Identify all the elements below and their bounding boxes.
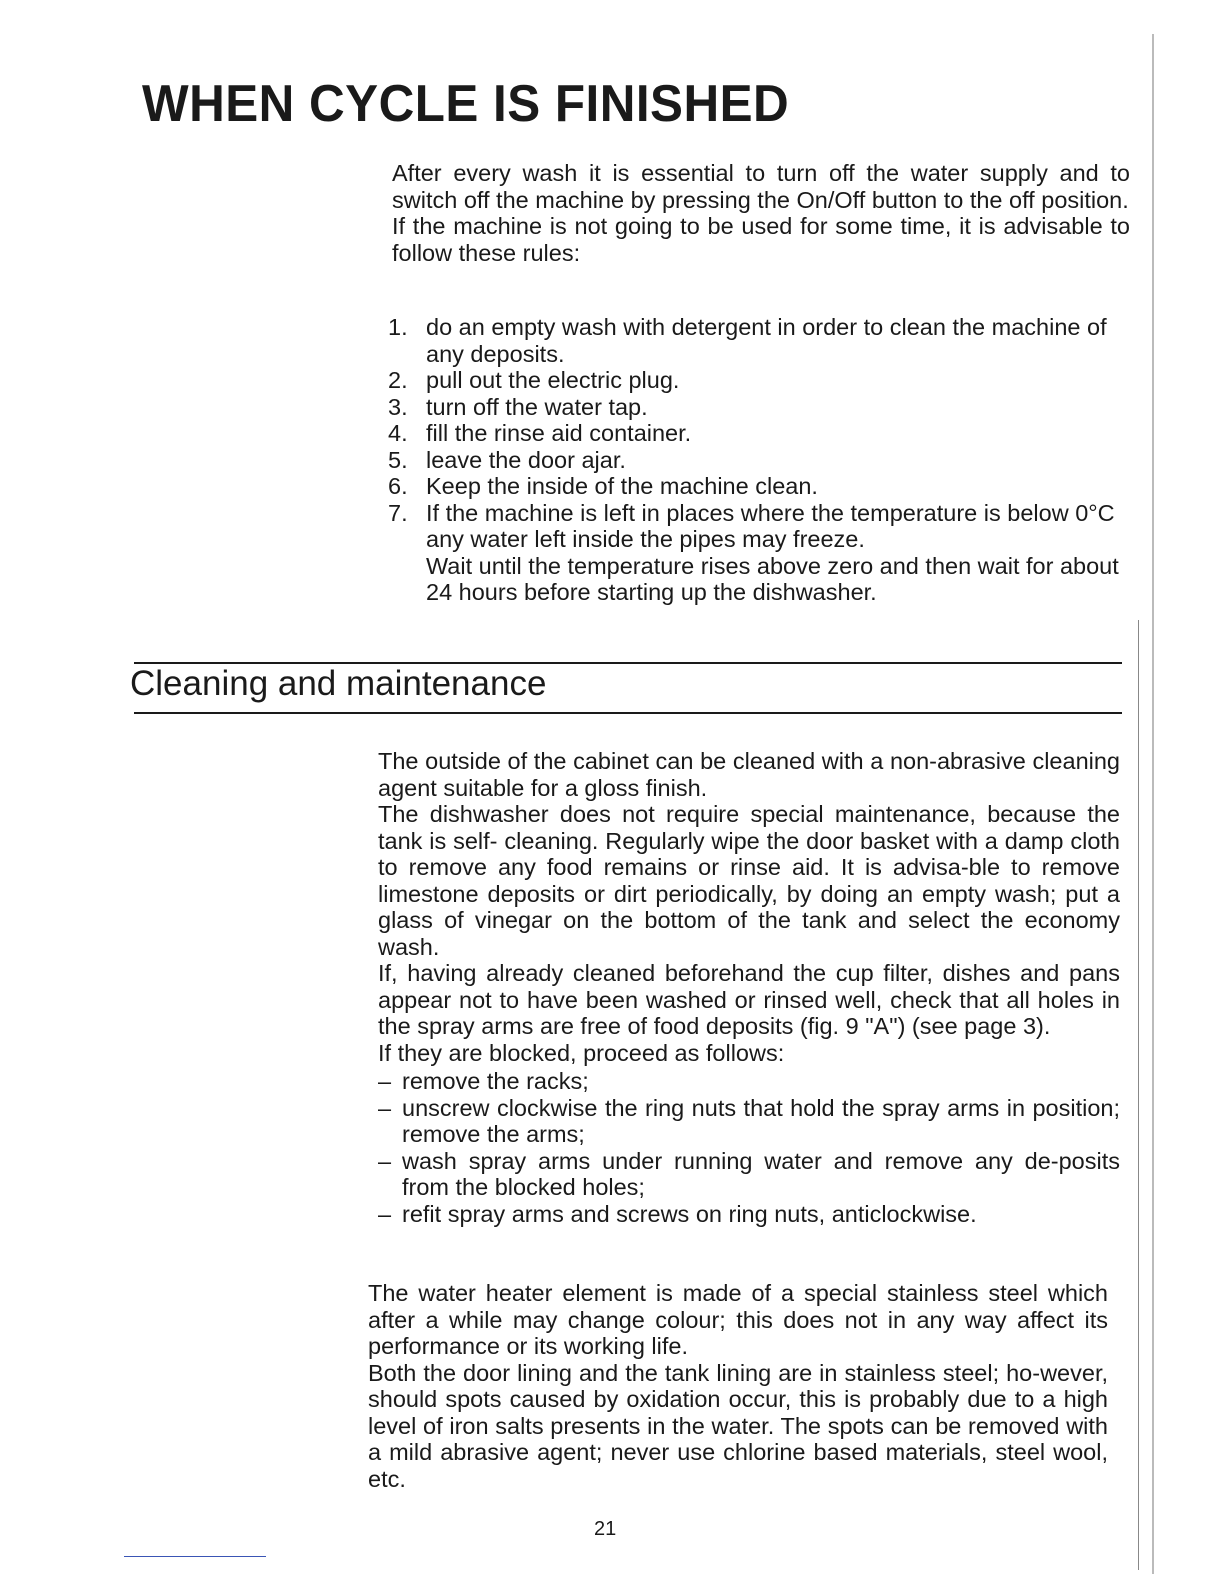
list-bullet: – (378, 1147, 392, 1174)
list-item-text: pull out the electric plug. (426, 367, 680, 393)
list-bullet: – (378, 1068, 392, 1094)
list-item (388, 447, 1130, 474)
intro-paragraph-1: After every wash it is essential to turn off the water supply and to switch off the machine by pressing the On/Off button to the off position. (392, 160, 1130, 213)
cleaning-paragraph-4: If they are blocked, proceed as follows: (378, 1039, 785, 1066)
list-item-text: refit spray arms and screws on ring nuts, anticlockwise. (402, 1200, 977, 1227)
list-item (378, 1068, 1120, 1095)
footer-line (124, 1556, 266, 1557)
cleaning-paragraph-2: The dishwasher does not require special maintenance, because the tank is self- cleaning. Regularly wipe the door basket with a damp cloth to remove any food remains or rinse aid. It is advisa-ble to remove limestone deposits or dirt periodically, by doing an empty wash; put a glass of vinegar on the bottom of the tank and select the economy wash. (378, 801, 1120, 960)
list-item (388, 367, 1130, 394)
scan-edge-line (1152, 34, 1154, 1574)
list-item-number: 6. (388, 473, 408, 499)
stainless-steel-section (368, 1280, 1108, 1492)
section-title: Cleaning and maintenance (130, 664, 547, 703)
list-item-text: unscrew clockwise the ring nuts that hold the spray arms in position; remove the arms; (402, 1094, 1120, 1147)
cleaning-paragraph-3: If, having already cleaned beforehand the cup filter, dishes and pans appear not to have been washed or rinsed well, check that all holes in the spray arms are free of food deposits (fig. 9 "A") (see page 3). (378, 960, 1120, 1039)
list-item-text: Keep the inside of the machine clean. (426, 473, 818, 499)
list-item (388, 500, 1130, 606)
page-number: 21 (594, 1518, 617, 1540)
list-item (378, 1201, 1120, 1228)
cleaning-section (378, 748, 1120, 1233)
cleaning-paragraph-6: Both the door lining and the tank lining are in stainless steel; ho-wever, should spots caused by oxidation occur, this is probably due to a high level of iron salts presents in the water. The spots can be removed with a mild abrasive agent; never use chlorine based materials, steel wool, etc. (368, 1359, 1108, 1492)
list-item-text-continued: Wait until the temperature rises above zero and then wait for about 24 hours before starting up the dishwasher. (426, 552, 1119, 605)
list-item-text: turn off the water tap. (426, 393, 648, 420)
unblock-steps-list (378, 1068, 1120, 1227)
list-item-number: 2. (388, 367, 408, 393)
list-item (378, 1148, 1120, 1201)
list-bullet: – (378, 1200, 392, 1227)
list-item-text: fill the rinse aid container. (426, 420, 692, 446)
list-item-text: leave the door ajar. (426, 446, 626, 473)
cleaning-paragraph-1: The outside of the cabinet can be cleaned with a non-abrasive cleaning agent suitable for a gloss finish. (378, 748, 1120, 801)
list-item (388, 420, 1130, 447)
section-divider-bottom (134, 712, 1122, 714)
list-item-number: 5. (388, 446, 408, 473)
list-item-number: 7. (388, 499, 408, 526)
list-item-number: 4. (388, 420, 408, 446)
intro-section (392, 160, 1130, 266)
list-item-text: do an empty wash with detergent in order to clean the machine of any deposits. (426, 314, 1107, 367)
list-item-number: 1. (388, 314, 408, 340)
scan-edge-line-inner (1138, 620, 1139, 1570)
page-title: WHEN CYCLE IS FINISHED (142, 75, 790, 133)
storage-rules-list (388, 314, 1130, 606)
list-item (378, 1095, 1120, 1148)
list-item-text: remove the racks; (402, 1068, 589, 1094)
list-bullet: – (378, 1094, 392, 1121)
list-item-text: If the machine is left in places where the temperature is below 0°C any water left inside the pipes may freeze. (426, 499, 1115, 552)
list-item (388, 394, 1130, 421)
list-item-number: 3. (388, 393, 408, 420)
intro-paragraph-2: If the machine is not going to be used for some time, it is advisable to follow these rules: (392, 213, 1130, 266)
list-item (388, 473, 1130, 500)
list-item (388, 314, 1130, 367)
cleaning-paragraph-5: The water heater element is made of a special stainless steel which after a while may change colour; this does not in any way affect its performance or its working life. (368, 1280, 1108, 1359)
list-item-text: wash spray arms under running water and remove any de-posits from the blocked holes; (402, 1147, 1120, 1200)
